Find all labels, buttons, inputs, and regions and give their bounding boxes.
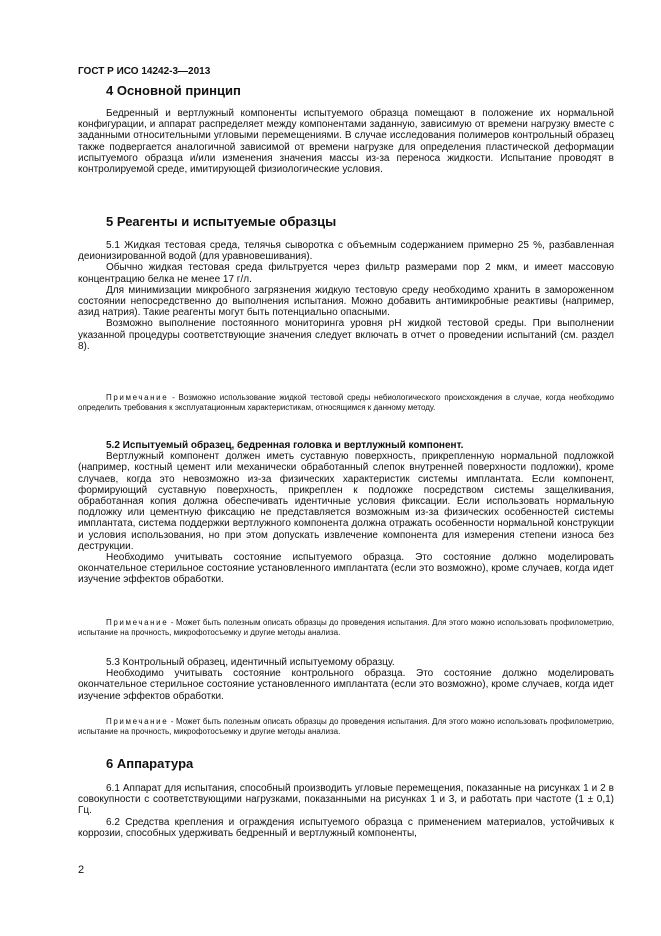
paragraph: Бедренный и вертлужный компоненты испытуемого образца помещают в положение их нормальной конфигурации, и аппарат распределяет между компонентами заданную, зависимую от времени нагрузку вместе с заданными относительными угловыми перемещениями. В случае исследования полимеров контрольный образец также подвергается аналогичной зависимой от времени нагрузке для определения пластической деформации испытуемого образца и/или изменения значения массы из-за переноса жидкости. Испытание проводят в контролируемой среде, имитирующей физиологические условия.	[78, 108, 614, 176]
subsection-heading: 5.2 Испытуемый образец, бедренная головка и вертлужный компонент.	[106, 440, 464, 451]
section-4-title: 4 Основной принцип	[106, 83, 241, 98]
note-text: - Может быть полезным описать образцы до проведения испытания. Для этого можно использовать профилометрию, испытание на прочность, микрофотосъемку и другие методы анализа.	[78, 717, 614, 736]
section-6-body	[78, 783, 614, 839]
section-5-title: 5 Реагенты и испытуемые образцы	[106, 214, 337, 229]
paragraph: Необходимо учитывать состояние испытуемого образца. Это состояние должно моделировать окончательное стерильное состояние установленного имплантата (если это возможно), кроме случаев, когда идет изучение эффектов обработки.	[78, 552, 614, 586]
note-1	[78, 393, 614, 413]
section-4-body	[78, 108, 614, 175]
paragraph: Вертлужный компонент должен иметь суставную поверхность, прикрепленную нормальной подложкой (например, костный цемент или механически обработанный слепок внутренней поверхности подложки), кроме случаев, когда это невозможно из-за физических характеристик системы имплантата. Если компонент, формирующий суставную поверхность, прикреплен к подложке посредством системы защелкивания, обработанная копия должна обеспечивать идентичные условия фиксации. Если использовать нормальную подложку или цементную фиксацию не представляется возможным из-за физических особенностей системы имплантата, система поддержки вертлужного компонента должна отражать особенности нормальной конструкции и условия использования, но при этом допускать извлечение компонента для измерения степени износа без деструкции.	[78, 451, 614, 552]
paragraph: 5.3 Контрольный образец, идентичный испытуемому образцу.	[106, 657, 395, 668]
section-6-title: 6 Аппаратура	[106, 756, 194, 771]
paragraph: Для минимизации микробного загрязнения жидкую тестовую среду необходимо хранить в замороженном состоянии непосредственно до выполнения испытания. Можно добавить антимикробные реактивы (например, азид натрия). Такие реагенты могут быть потенциально опасными.	[78, 284, 614, 319]
note-label: Примечание	[106, 393, 169, 402]
note-text: - Возможно использование жидкой тестовой среды небиологического происхождения в случае, когда необходимо определить требования к эксплуатационным характеристикам, относящимся к данному методу.	[78, 393, 614, 412]
paragraph: Возможно выполнение постоянного мониторинга уровня pH жидкой тестовой среды. При выполнении указанной процедуры соответствующие значения следует включать в отчет о проведении испытаний (см. раздел 8).	[78, 318, 614, 352]
section-5-1	[78, 240, 614, 352]
note-label: Примечание	[106, 717, 169, 726]
page-number: 2	[78, 864, 85, 876]
note-text: - Может быть полезным описать образцы до проведения испытания. Для этого можно использовать профилометрию, испытание на прочность, микрофотосъемку и другие методы анализа.	[78, 618, 614, 637]
section-5-3	[78, 657, 614, 702]
paragraph: 5.1 Жидкая тестовая среда, телячья сыворотка с объемным содержанием примерно 25 %, разбавленная деионизированной водой (для уравновешивания).	[78, 240, 614, 263]
section-5-2	[78, 440, 614, 586]
note-2	[78, 618, 614, 638]
note-3	[78, 717, 614, 737]
paragraph: 6.1 Аппарат для испытания, способный производить угловые перемещения, показанные на рисунках 1 и 2 в совокупности с соответствующими нагрузками, показанными на рисунках 1 и 3, и работать при частоте (1 ± 0,1) Гц.	[78, 783, 614, 817]
note-label: Примечание	[106, 618, 169, 627]
paragraph: 6.2 Средства крепления и ограждения испытуемого образца с применением материалов, устойчивых к коррозии, способных удерживать бедренный и вертлужный компоненты,	[78, 816, 614, 839]
document-header: ГОСТ Р ИСО 14242-3—2013	[78, 66, 211, 77]
paragraph: Необходимо учитывать состояние контрольного образца. Это состояние должно моделировать окончательное стерильное состояние установленного имплантата (если это возможно), кроме случаев, когда идет изучение эффектов обработки.	[78, 668, 614, 702]
paragraph: Обычно жидкая тестовая среда фильтруется через фильтр размерами пор 2 мкм, и имеет массовую концентрацию белка не менее 17 г/л.	[78, 262, 614, 285]
